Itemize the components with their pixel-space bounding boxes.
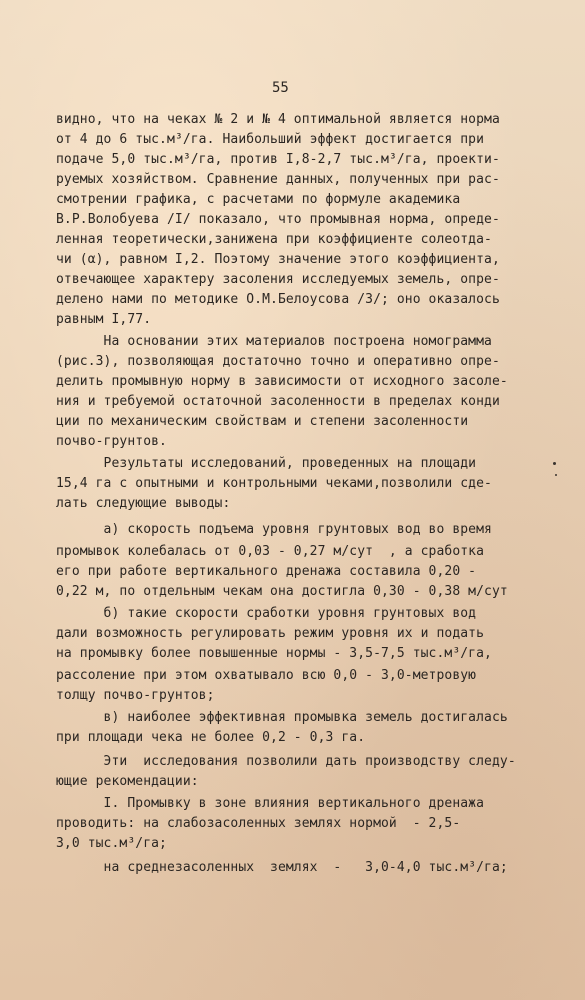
text-line: б) такие скорости сработки уровня грунтовых вод	[56, 606, 477, 621]
text-line: его при работе вертикального дренажа составила 0,20 -	[56, 564, 477, 579]
text-line: почво-грунтов.	[56, 434, 167, 449]
text-line: делено нами по методике О.М.Белоусова /3/; оно оказалось	[56, 292, 500, 307]
text-line: руемых хозяйством. Сравнение данных, полученных при рас-	[56, 172, 500, 187]
text-line: На основании этих материалов построена номограмма	[56, 334, 492, 349]
paper-speck	[553, 462, 556, 465]
text-line: делить промывную норму в зависимости от исходного засоле-	[56, 374, 508, 389]
text-line: промывок колебалась от 0,03 - 0,27 м/сут , а сработка	[56, 544, 485, 559]
text-line: смотрении графика, с расчетами по формуле академика	[56, 192, 461, 207]
text-line: проводить: на слабозасоленных землях нормой - 2,5-	[56, 816, 461, 831]
text-line: ющие рекомендации:	[56, 774, 199, 789]
page-number: 55	[272, 80, 289, 96]
text-line: ленная теоретически,занижена при коэффициенте солеотда-	[56, 232, 492, 247]
text-line: 3,0 тыс.м³/га;	[56, 836, 167, 851]
text-line: Эти исследования позволили дать производству следу-	[56, 754, 516, 769]
text-line: (рис.3), позволяющая достаточно точно и оперативно опре-	[56, 354, 500, 369]
text-line: на промывку более повышенные нормы - 3,5-7,5 тыс.м³/га,	[56, 646, 492, 661]
text-line: ния и требуемой остаточной засоленности в пределах конди	[56, 394, 500, 409]
text-line: видно, что на чеках № 2 и № 4 оптимальной является норма	[56, 112, 500, 127]
text-line: ции по механическим свойствам и степени засоленности	[56, 414, 469, 429]
text-line: рассоление при этом охватывало всю 0,0 - 3,0-метровую	[56, 668, 477, 683]
paper-speck	[555, 474, 557, 476]
text-line: дали возможность регулировать режим уровня их и подать	[56, 626, 485, 641]
text-line: равным I,77.	[56, 312, 152, 327]
text-line: от 4 до 6 тыс.м³/га. Наибольший эффект достигается при	[56, 132, 485, 147]
text-line: при площади чека не более 0,2 - 0,3 га.	[56, 730, 366, 745]
text-line: отвечающее характеру засоления исследуемых земель, опре-	[56, 272, 500, 287]
text-line: лать следующие выводы:	[56, 496, 231, 511]
text-line: I. Промывку в зоне влияния вертикального дренажа	[56, 796, 485, 811]
text-line: на среднезасоленных землях - 3,0-4,0 тыс.м³/га;	[56, 860, 508, 875]
text-line: а) скорость подъема уровня грунтовых вод во время	[56, 522, 492, 537]
text-line: Результаты исследований, проведенных на площади	[56, 456, 477, 471]
text-line: чи (α), равном I,2. Поэтому значение этого коэффициента,	[56, 252, 500, 267]
text-line: подаче 5,0 тыс.м³/га, против I,8-2,7 тыс.м³/га, проекти-	[56, 152, 500, 167]
text-line: 0,22 м, по отдельным чекам она достигла 0,30 - 0,38 м/сут	[56, 584, 508, 599]
text-line: 15,4 га с опытными и контрольными чеками,позволили сде-	[56, 476, 492, 491]
text-line: толщу почво-грунтов;	[56, 688, 215, 703]
text-line: в) наиболее эффективная промывка земель достигалась	[56, 710, 508, 725]
text-line: В.Р.Волобуева /I/ показало, что промывная норма, опреде-	[56, 212, 500, 227]
